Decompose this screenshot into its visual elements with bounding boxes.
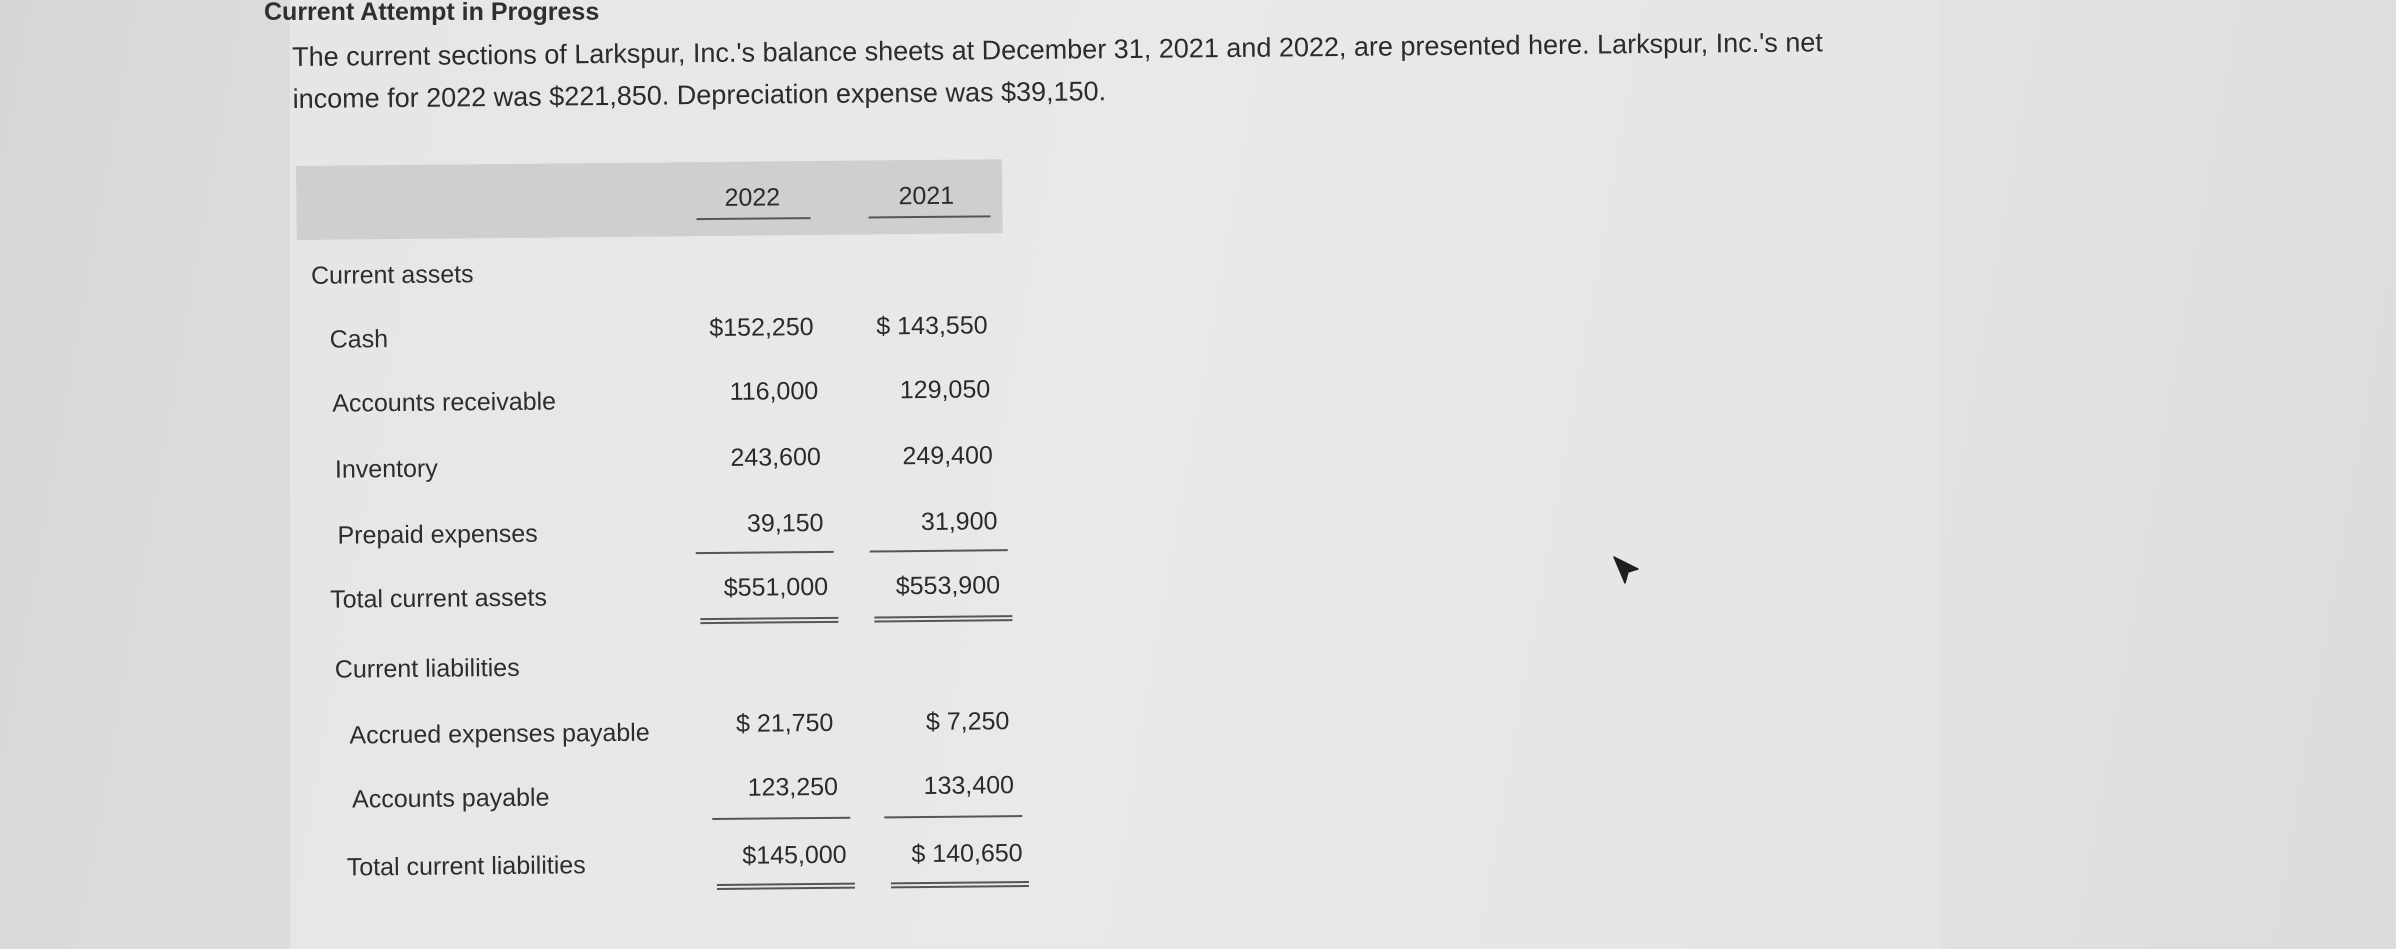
row-label-total-current-liabilities: Total current liabilities bbox=[346, 851, 586, 882]
total-double-rule bbox=[891, 885, 1029, 888]
row-label-accounts-receivable: Accounts receivable bbox=[332, 387, 557, 418]
total-double-rule bbox=[700, 617, 838, 620]
cell-cash-2021: $ 143,550 bbox=[876, 311, 988, 341]
cell-inventory-2022: 243,600 bbox=[730, 442, 821, 472]
cell-total-current-assets-2021: $553,900 bbox=[895, 571, 1001, 601]
problem-statement: The current sections of Larkspur, Inc.'s balance sheets at December 31, 2021 and 2022, are presented here. Larkspur, Inc.'s net income for 2022 was $221,850. Depreciation expense was $39,150. bbox=[292, 27, 1823, 114]
subtotal-rule bbox=[696, 551, 834, 554]
cell-accrued-expenses-payable-2022: $ 21,750 bbox=[735, 708, 834, 738]
section-label-current-liabilities: Current liabilities bbox=[334, 653, 520, 684]
total-double-rule bbox=[891, 881, 1029, 884]
total-double-rule bbox=[874, 619, 1012, 622]
cell-total-current-liabilities-2022: $145,000 bbox=[742, 840, 847, 870]
row-label-cash: Cash bbox=[329, 325, 389, 354]
column-header-2021: 2021 bbox=[898, 181, 955, 211]
row-label-inventory: Inventory bbox=[334, 454, 438, 484]
cell-accounts-receivable-2022: 116,000 bbox=[729, 376, 819, 406]
row-label-accrued-expenses-payable: Accrued expenses payable bbox=[349, 718, 650, 750]
cell-prepaid-expenses-2021: 31,900 bbox=[920, 507, 998, 537]
total-double-rule bbox=[717, 883, 855, 886]
column-header-2022: 2022 bbox=[724, 183, 781, 212]
cell-total-current-assets-2022: $551,000 bbox=[723, 572, 829, 602]
row-label-total-current-assets: Total current assets bbox=[330, 583, 548, 614]
row-label-accounts-payable: Accounts payable bbox=[351, 783, 550, 814]
balance-sheet-table bbox=[296, 159, 1063, 906]
total-double-rule bbox=[717, 887, 855, 890]
subtotal-rule bbox=[870, 549, 1008, 552]
cell-cash-2022: $152,250 bbox=[709, 313, 814, 343]
cell-prepaid-expenses-2022: 39,150 bbox=[746, 508, 824, 538]
cell-inventory-2021: 249,400 bbox=[902, 441, 993, 471]
arrow-cursor-icon bbox=[1612, 555, 1642, 591]
row-label-prepaid-expenses: Prepaid expenses bbox=[337, 519, 538, 550]
cell-total-current-liabilities-2021: $ 140,650 bbox=[911, 839, 1023, 869]
total-double-rule bbox=[874, 615, 1012, 618]
cell-accounts-payable-2021: 133,400 bbox=[923, 771, 1015, 801]
cell-accounts-receivable-2021: 129,050 bbox=[899, 375, 991, 405]
subtotal-rule bbox=[884, 815, 1022, 818]
subtotal-rule bbox=[712, 817, 850, 820]
cell-accounts-payable-2022: 123,250 bbox=[747, 772, 839, 802]
total-double-rule bbox=[700, 621, 838, 624]
section-label-current-assets: Current assets bbox=[310, 260, 474, 290]
cell-accrued-expenses-payable-2021: $ 7,250 bbox=[925, 707, 1010, 736]
page-title: Current Attempt in Progress bbox=[264, 0, 600, 26]
